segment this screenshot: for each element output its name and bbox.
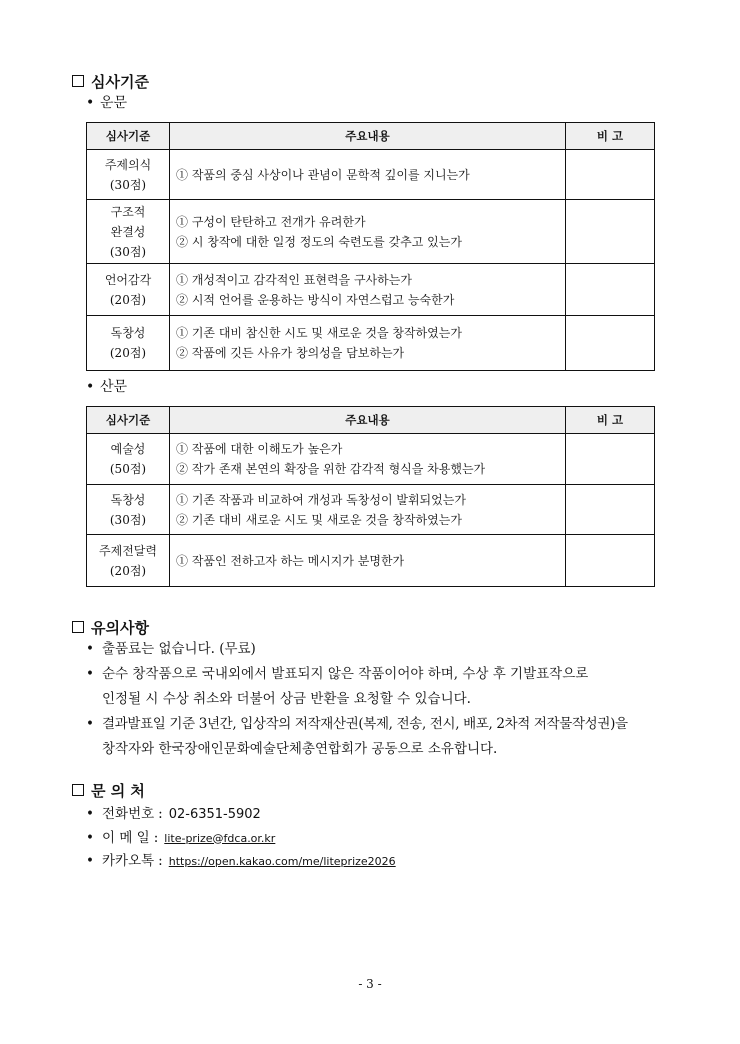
bullet-dot: • (86, 379, 95, 395)
content-cell (170, 434, 566, 485)
list-item (86, 827, 396, 851)
criteria-name: 주제의식 (104, 157, 152, 172)
content-item: ① 구성이 탄탄하고 전개가 유려한가 (176, 214, 366, 229)
content-item: ① 기존 대비 참신한 시도 및 새로운 것을 창작하였는가 (176, 326, 462, 340)
criteria-name-cell (87, 200, 170, 264)
phone-number: 02-6351-5902 (168, 807, 261, 822)
contact-heading-text: 문 의 처 (91, 781, 145, 800)
content-item: ② 시 창작에 대한 일정 정도의 숙련도를 갖추고 있는가 (176, 234, 462, 249)
col-header-content: 주요내용 (170, 123, 566, 150)
table-row (87, 535, 655, 587)
table-row (87, 434, 655, 485)
list-item (86, 803, 396, 827)
content-cell (170, 485, 566, 535)
notes-heading-text: 유의사항 (91, 618, 149, 637)
list-item (86, 637, 676, 662)
content-item: ② 시적 언어를 운용하는 방식이 자연스럽고 능숙한가 (176, 292, 455, 307)
bullet-dot: • (86, 666, 94, 682)
table-row (87, 200, 655, 264)
list-item (86, 850, 396, 874)
criteria-points: (50점) (109, 462, 147, 476)
table-header-row (87, 123, 655, 150)
verse-criteria-table (86, 122, 655, 371)
content-item: ① 작품의 중심 사상이나 관념이 문학적 깊이를 지니는가 (176, 167, 470, 182)
content-item: ② 작가 존재 본연의 확장을 위한 감각적 형식을 차용했는가 (176, 462, 486, 476)
prose-criteria-table (86, 406, 655, 587)
bullet-dot: • (86, 95, 95, 111)
col-header-criteria: 심사기준 (87, 407, 170, 434)
criteria-name: 주제전달력 (99, 543, 157, 558)
criteria-name: 독창성 (110, 492, 146, 507)
note-cell (566, 200, 655, 264)
criteria-heading (72, 70, 149, 92)
email-label: 이 메 일 (102, 829, 150, 846)
table-row (87, 316, 655, 371)
table-row (87, 264, 655, 316)
checkbox-square-icon (72, 75, 84, 87)
content-cell (170, 150, 566, 200)
criteria-name-cell (87, 264, 170, 316)
verse-label: 운문 (100, 95, 128, 111)
kakao-link[interactable]: https://open.kakao.com/me/liteprize2026 (168, 855, 396, 868)
prose-label: 산문 (100, 379, 128, 395)
criteria-name-cell (87, 535, 170, 587)
checkbox-square-icon (72, 784, 84, 796)
note-text: 순수 창작품으로 국내외에서 발표되지 않은 작품이어야 하며, 수상 후 기발표작으로 (102, 666, 589, 682)
criteria-name: 언어감각 (104, 272, 152, 287)
bullet-dot: • (86, 853, 94, 869)
content-item: ① 기존 작품과 비교하여 개성과 독창성이 발휘되었는가 (176, 492, 466, 507)
criteria-points: (20점) (109, 563, 147, 578)
list-item (86, 662, 676, 712)
content-item: ② 기존 대비 새로운 시도 및 새로운 것을 창작하였는가 (176, 512, 462, 527)
col-header-note: 비 고 (566, 123, 655, 150)
content-cell (170, 535, 566, 587)
content-item: ① 개성적이고 감각적인 표현력을 구사하는가 (176, 272, 412, 287)
content-cell (170, 264, 566, 316)
criteria-name-cell (87, 485, 170, 535)
criteria-points: (30점) (109, 244, 147, 259)
criteria-name: 완결성 (110, 224, 146, 239)
note-cell (566, 316, 655, 371)
note-cell (566, 150, 655, 200)
note-cell (566, 485, 655, 535)
bullet-dot: • (86, 829, 94, 846)
content-cell (170, 200, 566, 264)
prose-subheading (86, 377, 127, 397)
col-header-criteria: 심사기준 (87, 123, 170, 150)
note-cell (566, 264, 655, 316)
separator: : (153, 829, 159, 846)
phone-label: 전화번호 (102, 806, 155, 822)
note-cell (566, 535, 655, 587)
list-item (86, 712, 676, 762)
page-number: - 3 - (358, 977, 382, 991)
separator: : (158, 806, 163, 822)
content-item: ① 작품인 전하고자 하는 메시지가 분명한가 (176, 553, 405, 568)
criteria-heading-text: 심사기준 (91, 72, 149, 91)
criteria-name-cell (87, 434, 170, 485)
note-cell (566, 434, 655, 485)
criteria-points: (30점) (109, 177, 147, 192)
col-header-content: 주요내용 (170, 407, 566, 434)
content-item: ① 작품에 대한 이해도가 높은가 (176, 442, 343, 456)
criteria-name: 예술성 (110, 442, 146, 456)
bullet-dot: • (86, 806, 94, 822)
table-header-row (87, 407, 655, 434)
contact-heading (72, 779, 145, 801)
note-text: 결과발표일 기준 3년간, 입상작의 저작재산권(복제, 전송, 전시, 배포, 2차적 저작물작성권)을 (102, 716, 628, 732)
contact-list (86, 803, 396, 874)
email-link[interactable]: lite-prize@fdca.or.kr (164, 831, 276, 845)
notes-list (86, 637, 676, 762)
criteria-points: (20점) (109, 292, 147, 307)
criteria-name: 독창성 (110, 326, 146, 340)
table-row (87, 150, 655, 200)
criteria-points: (30점) (109, 512, 147, 527)
checkbox-square-icon (72, 621, 84, 633)
separator: : (158, 853, 163, 869)
criteria-name-cell (87, 150, 170, 200)
verse-subheading (86, 93, 127, 113)
content-cell (170, 316, 566, 371)
bullet-dot: • (86, 641, 94, 657)
criteria-name: 구조적 (110, 204, 146, 219)
criteria-points: (20점) (109, 346, 147, 360)
content-item: ② 작품에 깃든 사유가 창의성을 담보하는가 (176, 346, 405, 360)
criteria-name-cell (87, 316, 170, 371)
notes-heading (72, 616, 149, 638)
table-row (87, 485, 655, 535)
note-text: 창작자와 한국장애인문화예술단체총연합회가 공동으로 소유합니다. (102, 741, 498, 757)
kakao-label: 카카오톡 (102, 853, 155, 869)
note-text: 출품료는 없습니다. (무료) (102, 641, 256, 657)
bullet-dot: • (86, 716, 94, 732)
note-text: 인정될 시 수상 취소와 더불어 상금 반환을 요청할 수 있습니다. (102, 691, 471, 707)
col-header-note: 비 고 (566, 407, 655, 434)
